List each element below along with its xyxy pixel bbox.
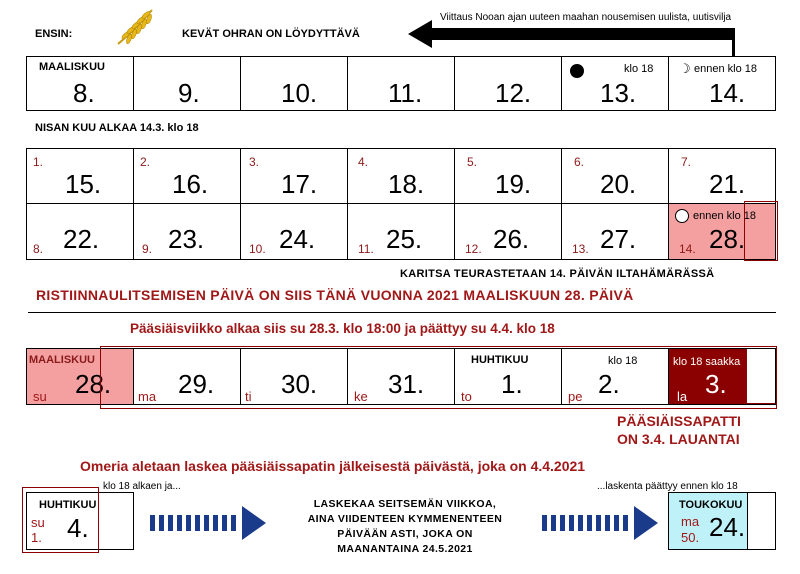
day-number: 13. xyxy=(600,78,637,108)
weekday: ma xyxy=(681,514,700,529)
nisan-day: 3. xyxy=(249,155,260,169)
day-cell-mar27 xyxy=(561,203,669,260)
weekday: pe xyxy=(568,389,583,404)
day-cell-may24 xyxy=(669,493,748,549)
easter-week-line: Pääsiäisviikko alkaa siis su 28.3. klo 18:00 ja päättyy su 4.4. klo 18 xyxy=(130,321,555,336)
overlap-frame xyxy=(744,201,778,261)
nisan-day: 6. xyxy=(574,155,585,169)
day-number: 24. xyxy=(709,512,746,542)
barley-icon xyxy=(112,6,160,48)
month-label-march: MAALISKUU xyxy=(29,354,95,366)
day-cell-mar25 xyxy=(347,203,455,260)
crucifixion-line: RISTIINNAULITSEMISEN PÄIVÄ ON SIIS TÄNÄ VUONNA 2021 MAALISKUUN 28. PÄIVÄ xyxy=(36,287,634,303)
month-label-april: HUHTIKUU xyxy=(471,354,529,366)
right-arrow-icon-left xyxy=(150,506,266,545)
day-cell-mar14 xyxy=(668,56,776,111)
day-cell-mar8 xyxy=(26,56,134,111)
full-moon-icon xyxy=(675,209,689,223)
day-cell-mar22 xyxy=(26,203,134,260)
d14-note: ennen klo 18 xyxy=(694,63,757,75)
day-number: 31. xyxy=(388,369,425,399)
day-number: 28. xyxy=(75,369,112,399)
nisan-day: 11. xyxy=(358,242,374,256)
weekday: ke xyxy=(354,389,368,404)
day-cell-mar11 xyxy=(347,56,455,111)
day-cell-mar23 xyxy=(133,203,241,260)
d13-note: klo 18 xyxy=(624,63,654,75)
right-arrow-icon-right xyxy=(542,506,658,545)
nisan-heading: NISAN KUU ALKAA 14.3. klo 18 xyxy=(35,122,199,134)
day-cell-mar10 xyxy=(240,56,348,111)
day-number: 20. xyxy=(600,169,637,199)
start-frame xyxy=(22,487,99,553)
weekday: ma xyxy=(138,389,157,404)
day-cell-mar13 xyxy=(561,56,669,111)
month-label-april: HUHTIKUU xyxy=(39,499,97,511)
day-number: 3. xyxy=(705,369,727,399)
nisan-day: 5. xyxy=(467,155,478,169)
day-number: 19. xyxy=(495,169,532,199)
sat-note: klo 18 saakka xyxy=(673,356,741,368)
end-note: ...laskenta päättyy ennen klo 18 xyxy=(597,481,738,492)
day-cell-mar16 xyxy=(133,148,241,204)
day-number: 16. xyxy=(172,169,209,199)
nisan-day: 13. xyxy=(572,242,589,256)
day-cell-mar18 xyxy=(347,148,455,204)
easter-week-frame xyxy=(100,346,777,409)
weekday: ti xyxy=(245,389,252,404)
day-cell-mar12 xyxy=(454,56,562,111)
day-cell-mar15 xyxy=(26,148,134,204)
nisan-day: 8. xyxy=(33,242,44,256)
day-number: 12. xyxy=(495,78,532,108)
day-number: 14. xyxy=(709,78,746,108)
weekday: la xyxy=(677,389,688,404)
weekday: su xyxy=(31,515,45,530)
omer-count: 1. xyxy=(31,530,42,545)
day-number: 28. xyxy=(709,224,746,254)
sunday-slot xyxy=(746,349,775,403)
day-number: 23. xyxy=(168,224,205,254)
day-number: 8. xyxy=(73,78,95,108)
day-number: 15. xyxy=(65,169,102,199)
nisan-day: 1. xyxy=(33,155,44,169)
day-number: 4. xyxy=(67,513,89,543)
d28-note: ennen klo 18 xyxy=(693,210,756,222)
instr-line: AINA VIIDENTEEN KYMMENENTEEN xyxy=(307,513,503,525)
lamb-line: KARITSA TEURASTETAAN 14. PÄIVÄN ILTAHÄMÄRÄSSÄ xyxy=(400,268,715,280)
day-cell-mar9 xyxy=(133,56,241,111)
nisan-day: 12. xyxy=(465,242,482,256)
omer-line: Omeria aletaan laskea pääsiäissapatin jälkeisestä päivästä, joka on 4.4.2021 xyxy=(80,458,586,474)
nisan-day: 14. xyxy=(679,242,696,256)
day-cell-mar19 xyxy=(454,148,562,204)
fri-note: klo 18 xyxy=(608,355,638,367)
nisan-day: 7. xyxy=(681,155,692,169)
nisan-day: 2. xyxy=(140,155,151,169)
day-number: 18. xyxy=(388,169,425,199)
barley-title: KEVÄT OHRAN ON LÖYDYTTÄVÄ xyxy=(182,28,360,40)
day-number: 29. xyxy=(178,369,215,399)
day-cell-mar24 xyxy=(240,203,348,260)
omer-instructions xyxy=(270,497,540,557)
day-cell-mar17 xyxy=(240,148,348,204)
day-number: 25. xyxy=(386,224,423,254)
instr-line: MAANANTAINA 24.5.2021 xyxy=(337,543,473,555)
sabbath-line2: ON 3.4. LAUANTAI xyxy=(617,431,740,447)
crescent-moon-icon: ☽ xyxy=(679,61,691,76)
day-number: 10. xyxy=(281,78,318,108)
day-cell-mar20 xyxy=(561,148,669,204)
weekday: su xyxy=(33,389,47,404)
day-number: 30. xyxy=(281,369,318,399)
new-moon-icon xyxy=(570,64,584,78)
day-number: 22. xyxy=(63,224,100,254)
day-number: 26. xyxy=(493,224,530,254)
instr-line: LASKEKAA SEITSEMÄN VIIKKOA, xyxy=(313,498,497,510)
weekday: to xyxy=(461,389,472,404)
day-number: 17. xyxy=(281,169,318,199)
start-note: klo 18 alkaen ja... xyxy=(103,481,181,492)
instr-line: PÄIVÄÄN ASTI, JOKA ON xyxy=(337,528,473,540)
nisan-day: 10. xyxy=(249,242,266,256)
month-label-may: TOUKOKUU xyxy=(679,499,743,511)
nisan-day: 9. xyxy=(142,242,153,256)
omer-count: 50. xyxy=(681,530,700,545)
day-number: 9. xyxy=(178,78,200,108)
day-number: 21. xyxy=(709,169,746,199)
nisan-day: 4. xyxy=(358,155,369,169)
day-number: 1. xyxy=(501,369,523,399)
day-number: 27. xyxy=(600,224,637,254)
month-label-march: MAALISKUU xyxy=(39,61,105,73)
day-cell-mar26 xyxy=(454,203,562,260)
day-number: 2. xyxy=(598,369,620,399)
day-cell-mar21 xyxy=(668,148,776,204)
day-number: 24. xyxy=(279,224,316,254)
ensin-label: ENSIN: xyxy=(35,28,73,40)
divider xyxy=(28,312,776,313)
day-number: 11. xyxy=(388,78,423,108)
sabbath-line1: PÄÄSIÄISSAPATTI xyxy=(617,413,741,429)
arrow-note: Viittaus Nooan ajan uuteen maahan nousemisen uulista, uutisvilja xyxy=(440,12,732,23)
